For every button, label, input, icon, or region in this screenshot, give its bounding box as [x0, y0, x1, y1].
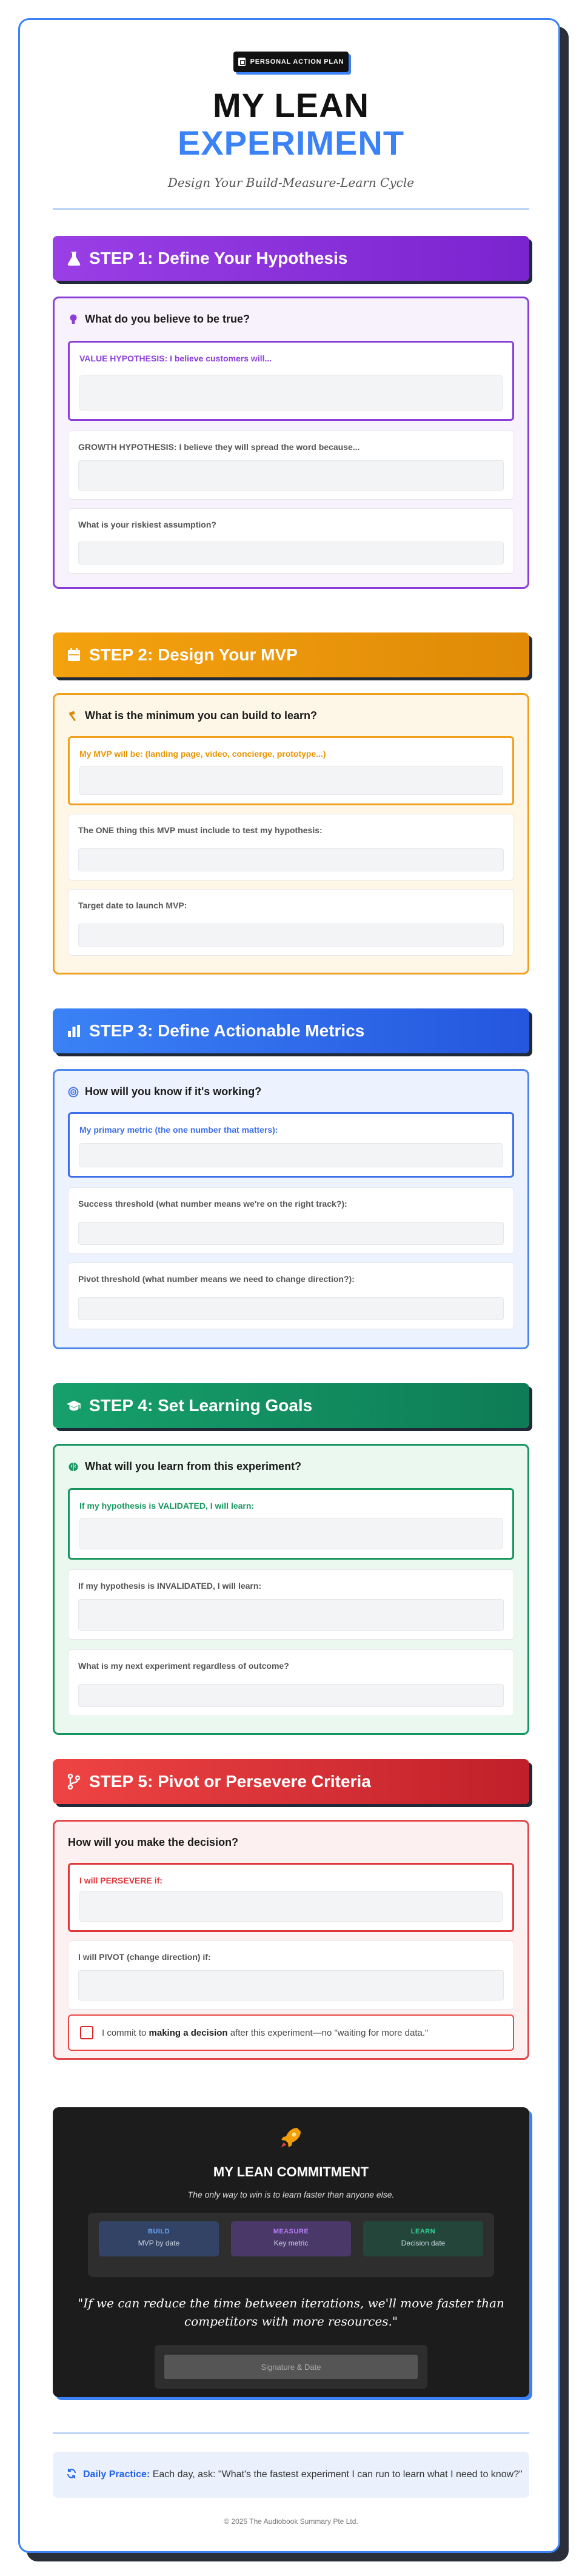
mvp-must-include-label: The ONE thing this MVP must include to test my hypothesis:: [78, 825, 323, 835]
step-2-question-text: What is the minimum you can build to learn?: [85, 709, 318, 722]
riskiest-assumption-field: [68, 508, 514, 574]
step-5-question: [68, 1836, 238, 1849]
mvp-launch-date-label: Target date to launch MVP:: [78, 901, 187, 910]
step-2-title: STEP 2: Design Your MVP: [89, 645, 298, 664]
step-3-question-text: How will you know if it's working?: [85, 1085, 262, 1098]
step-1-header: [53, 236, 529, 281]
step-4-question: [68, 1460, 301, 1473]
daily-practice-body: Each day, ask: "What's the fastest experiment I can run to learn what I need to know?": [150, 2469, 523, 2480]
action-plan-page: [18, 18, 560, 2553]
step-1-title: STEP 1: Define Your Hypothesis: [89, 249, 348, 267]
pivot-threshold-label: Pivot threshold (what number means we need to change direction?):: [78, 1274, 355, 1284]
daily-practice-text: [83, 2469, 523, 2480]
pivot-label: I will PIVOT (change direction) if:: [78, 1952, 211, 1962]
bar-chart-icon: [66, 1023, 82, 1039]
header-divider: [53, 208, 529, 210]
commit-decision-checkbox[interactable]: [80, 2026, 93, 2039]
value-hypothesis-field: [68, 341, 514, 421]
build-measure-learn-loop: [88, 2213, 494, 2277]
step-1-question: [68, 313, 250, 326]
riskiest-assumption-label: What is your riskiest assumption?: [78, 520, 216, 529]
mvp-launch-date-input[interactable]: [78, 924, 504, 947]
success-threshold-label: Success threshold (what number means we're on the right track?):: [78, 1199, 347, 1209]
clipboard-icon: [238, 58, 246, 66]
step-1-question-text: What do you believe to be true?: [85, 313, 250, 325]
page-subtitle: Design Your Build-Measure-Learn Cycle: [167, 175, 415, 190]
pivot-field: [68, 1940, 514, 2010]
mvp-type-label: My MVP will be: (landing page, video, concierge, prototype...): [79, 749, 326, 759]
growth-hypothesis-label: GROWTH HYPOTHESIS: I believe they will spread the word because...: [78, 442, 360, 452]
commit-bold-text: making a decision: [149, 2027, 228, 2038]
step-4-title: STEP 4: Set Learning Goals: [89, 1396, 313, 1415]
step-5-card: [53, 1820, 529, 2060]
commitment-quote: "If we can reduce the time between iterations, we'll move faster than competitors with more resources.": [78, 2296, 504, 2329]
loop-measure-key: MEASURE: [273, 2228, 309, 2235]
loop-learn-key: LEARN: [410, 2228, 436, 2235]
step-4-card: [53, 1444, 529, 1735]
copyright: © 2025 The Audiobook Summary Pte Ltd.: [224, 2517, 358, 2526]
loop-build: [99, 2221, 219, 2256]
invalidated-learning-input[interactable]: [78, 1599, 504, 1631]
signature-input[interactable]: Signature & Date: [164, 2355, 418, 2379]
commit-pre-text: I commit to: [102, 2027, 149, 2038]
step-5-header: [53, 1759, 529, 1804]
branch-icon: [66, 1774, 82, 1789]
loop-measure-value: Key metric: [273, 2239, 309, 2247]
calendar-icon: [66, 647, 82, 663]
success-threshold-field: [68, 1187, 514, 1254]
mvp-type-input[interactable]: [79, 766, 503, 795]
primary-metric-label: My primary metric (the one number that matters):: [79, 1125, 278, 1135]
pivot-threshold-field: [68, 1263, 514, 1329]
mvp-must-include-field: [68, 814, 514, 880]
step-4-header: [53, 1383, 529, 1428]
refresh-icon: [66, 2468, 77, 2482]
pivot-input[interactable]: [78, 1970, 504, 2001]
validated-learning-input[interactable]: [79, 1518, 503, 1549]
commit-decision-row[interactable]: [68, 2014, 514, 2051]
success-threshold-input[interactable]: [78, 1222, 504, 1245]
commitment-subtitle: The only way to win is to learn faster than anyone else.: [187, 2190, 395, 2199]
persevere-field: [68, 1863, 514, 1932]
mvp-type-field: [68, 736, 514, 805]
validated-learning-label: If my hypothesis is VALIDATED, I will learn:: [79, 1501, 255, 1511]
loop-build-key: BUILD: [147, 2228, 170, 2235]
badge-label: PERSONAL ACTION PLAN: [250, 58, 344, 65]
footer-divider: [53, 2432, 529, 2434]
signature-panel: [155, 2345, 427, 2389]
loop-build-value: MVP by date: [138, 2239, 180, 2247]
next-experiment-label: What is my next experiment regardless of outcome?: [78, 1661, 289, 1671]
step-2-card: [53, 693, 529, 974]
page-title-line2: EXPERIMENT: [177, 124, 405, 162]
primary-metric-input[interactable]: [79, 1143, 503, 1167]
step-4-question-text: What will you learn from this experiment?: [85, 1460, 302, 1472]
growth-hypothesis-field: [68, 431, 514, 500]
primary-metric-field: [68, 1112, 514, 1178]
brain-icon: [68, 1461, 79, 1472]
daily-practice-box: [53, 2452, 529, 2498]
step-3-question: [68, 1085, 261, 1098]
riskiest-assumption-input[interactable]: [78, 542, 504, 565]
commitment-title: MY LEAN COMMITMENT: [213, 2164, 369, 2179]
page-title-line1: MY LEAN: [213, 86, 369, 124]
flask-icon: [66, 250, 82, 266]
daily-practice-label: Daily Practice:: [83, 2469, 150, 2480]
next-experiment-field: [68, 1649, 514, 1716]
graduation-cap-icon: [66, 1398, 82, 1414]
commit-post-text: after this experiment—no "waiting for more data.": [227, 2027, 429, 2038]
step-2-header: [53, 632, 529, 677]
rocket-icon: [279, 2125, 303, 2150]
growth-hypothesis-input[interactable]: [78, 460, 504, 491]
target-icon: [68, 1087, 79, 1098]
persevere-label: I will PERSEVERE if:: [79, 1876, 162, 1885]
mvp-launch-date-field: [68, 889, 514, 956]
value-hypothesis-input[interactable]: [79, 375, 503, 411]
value-hypothesis-label: VALUE HYPOTHESIS: I believe customers will...: [79, 354, 272, 363]
pivot-threshold-input[interactable]: [78, 1297, 504, 1320]
mvp-must-include-input[interactable]: [78, 848, 504, 871]
invalidated-learning-field: [68, 1569, 514, 1640]
step-3-card: [53, 1069, 529, 1349]
step-5-question-text: How will you make the decision?: [68, 1836, 239, 1848]
commit-decision-text: [102, 2028, 428, 2038]
hammer-icon: [68, 711, 79, 722]
step-2-question: [68, 709, 317, 722]
plan-badge: [233, 52, 349, 72]
lightbulb-icon: [68, 314, 79, 325]
validated-learning-field: [68, 1488, 514, 1560]
next-experiment-input[interactable]: [78, 1684, 504, 1707]
loop-learn-value: Decision date: [401, 2239, 446, 2247]
step-1-card: [53, 297, 529, 589]
step-3-header: [53, 1008, 529, 1053]
step-3-title: STEP 3: Define Actionable Metrics: [89, 1021, 365, 1040]
lean-commitment-card: [53, 2107, 529, 2397]
persevere-input[interactable]: [79, 1891, 503, 1922]
invalidated-learning-label: If my hypothesis is INVALIDATED, I will learn:: [78, 1581, 262, 1591]
loop-measure: [231, 2221, 351, 2256]
step-5-title: STEP 5: Pivot or Persevere Criteria: [89, 1772, 371, 1791]
loop-learn: [363, 2221, 483, 2256]
